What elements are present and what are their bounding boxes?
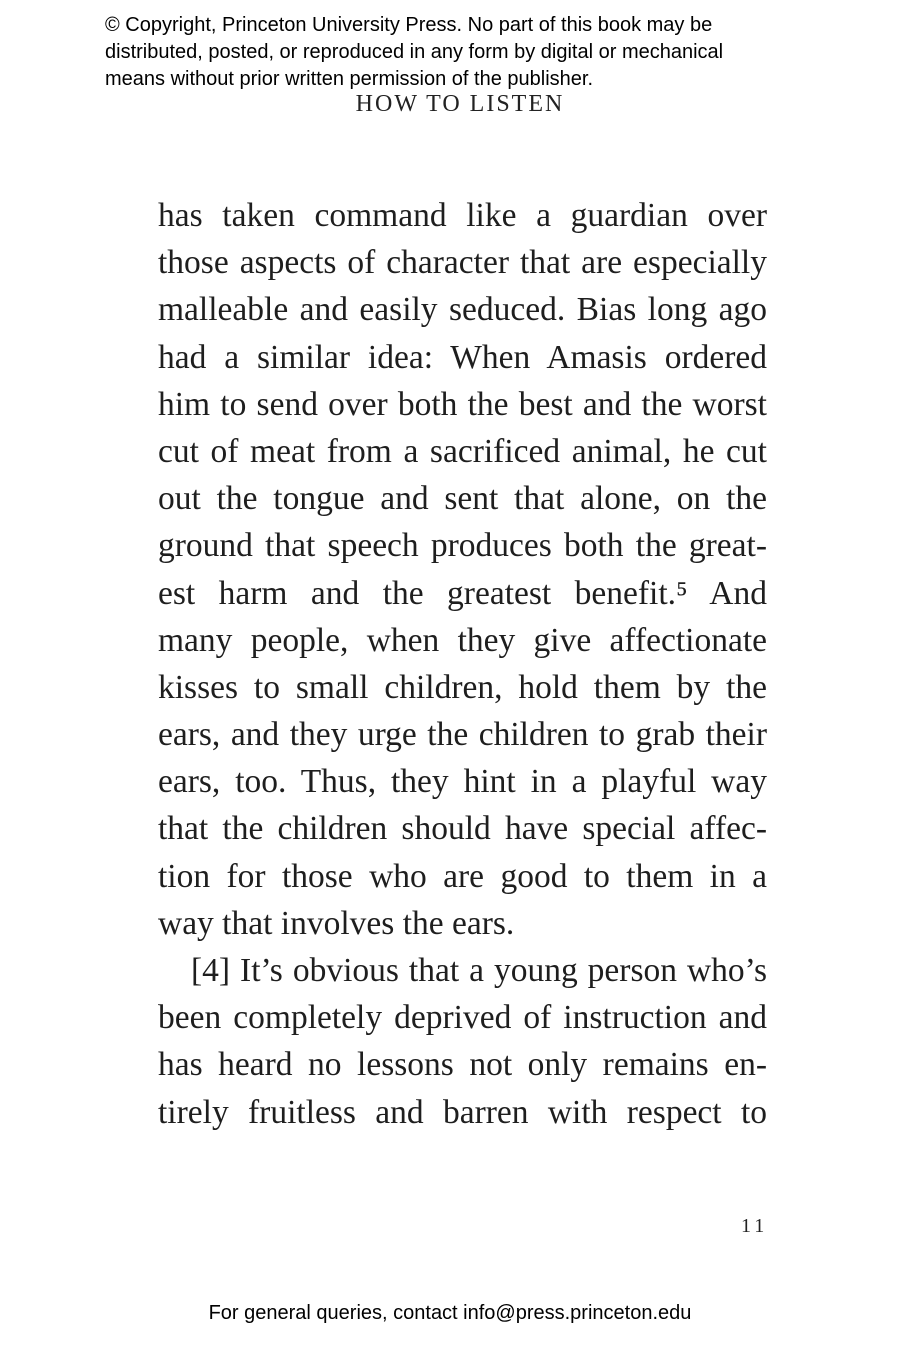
text-line: ears, too. Thus, they hint in a playful way (158, 763, 767, 801)
text-line: has taken command like a guardian over (158, 197, 767, 234)
text-line: has heard no lessons not only remains en- (158, 1046, 767, 1084)
text-line: est harm and the greatest benefit.⁵ And (158, 574, 767, 612)
text-line: cut of meat from a sacrificed animal, he cut (158, 432, 767, 470)
text-line: ground that speech produces both the great- (158, 527, 767, 565)
text-line: tirely fruitless and barren with respect to (158, 1093, 767, 1131)
text-line: out the tongue and sent that alone, on the (158, 480, 767, 518)
text-line: had a similar idea: When Amasis ordered (158, 338, 767, 376)
text-line: malleable and easily seduced. Bias long ago (158, 291, 767, 329)
page-number: 11 (741, 1215, 769, 1237)
text-line: kisses to small children, hold them by the (158, 668, 767, 706)
paragraph-end-line: way that involves the ears. (158, 904, 515, 942)
text-line: tion for those who are good to them in a (158, 857, 767, 895)
text-line: ears, and they urge the children to grab their (158, 716, 767, 754)
paragraph-start-line: [4] It’s obvious that a young person who’s (191, 952, 767, 989)
footer-contact: For general queries, contact info@press.princeton.edu (208, 1302, 692, 1324)
copyright-line: © Copyright, Princeton University Press. No part of this book may be (105, 14, 713, 36)
copyright-line: means without prior written permission of the publisher. (105, 68, 594, 90)
text-line: been completely deprived of instruction and (158, 999, 767, 1037)
body-text (158, 192, 767, 1136)
text-line: those aspects of character that are especially (158, 244, 767, 282)
copyright-notice (105, 12, 825, 93)
text-line: him to send over both the best and the worst (158, 385, 767, 423)
text-line: many people, when they give affectionate (158, 621, 767, 659)
text-line: that the children should have special affec- (158, 810, 767, 848)
running-head: HOW TO LISTEN (355, 91, 565, 117)
copyright-line: distributed, posted, or reproduced in any form by digital or mechanical (105, 41, 724, 63)
